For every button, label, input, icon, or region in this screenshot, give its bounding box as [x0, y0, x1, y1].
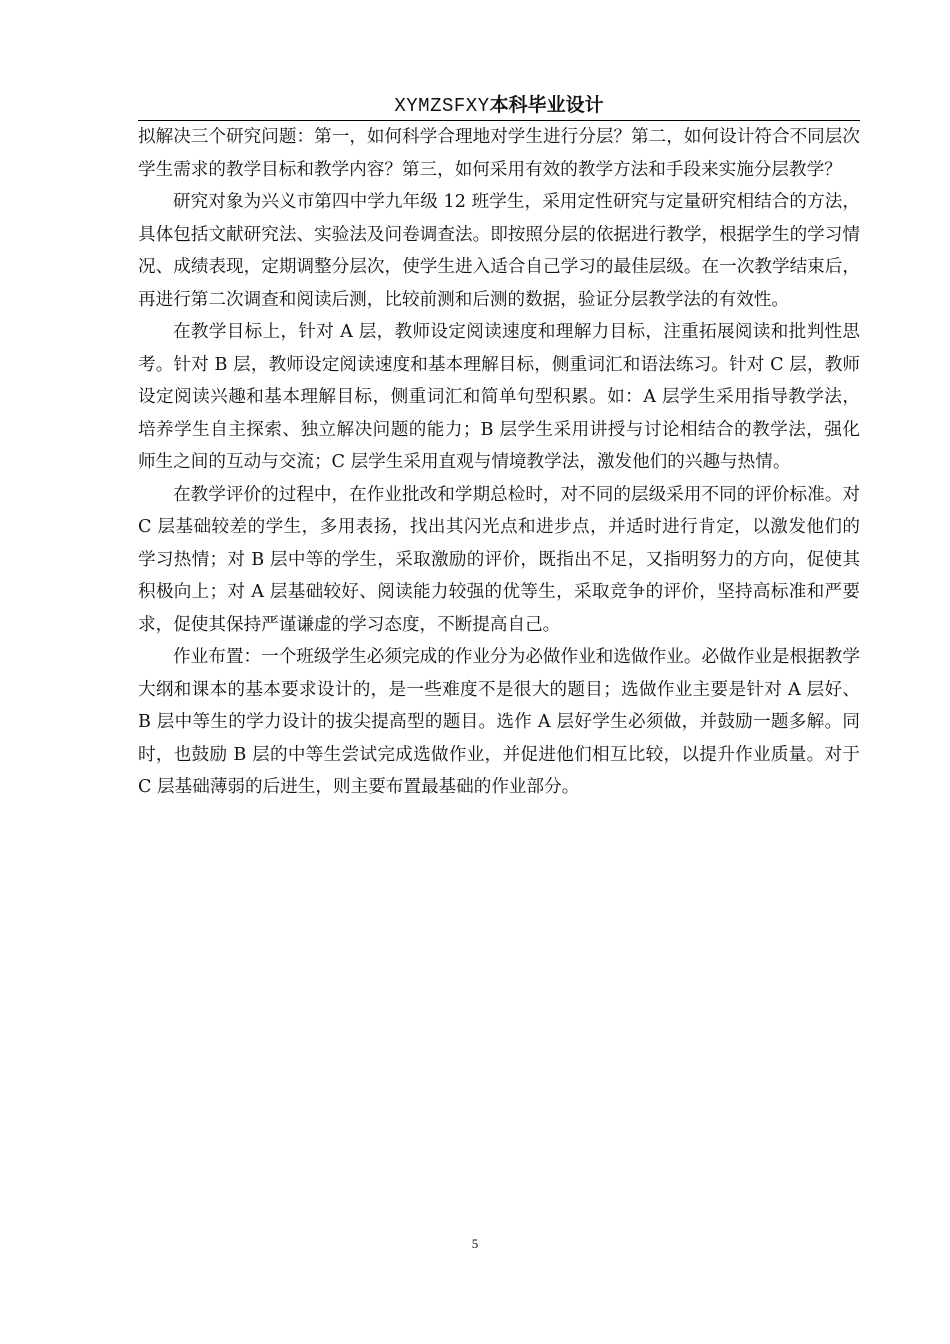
paragraph-homework-assignment: 作业布置：一个班级学生必须完成的作业分为必做作业和选做作业。必做作业是根据教学大纲和课本的基本要求设计的，是一些难度不是很大的题目；选做作业主要是针对 A 层好、B 层中等生的学力设计的拔尖提高型的题目。选作 A 层好学生必须做，并鼓励一题多解。同时，也鼓励 B 层的中等生尝试完成选做作业，并促进他们相互比较，以提升作业质量。对于 C 层基础薄弱的后进生，则主要布置最基础的作业部分。 [138, 647, 860, 797]
paragraph-research-subjects: 研究对象为兴义市第四中学九年级 12 班学生，采用定性研究与定量研究相结合的方法，具体包括文献研究法、实验法及问卷调查法。即按照分层的依据进行教学，根据学生的学习情况、成绩表现，定期调整分层次，使学生进入适合自己学习的最佳层级。在一次教学结束后，再进行第二次调查和阅读后测，比较前测和后测的数据，验证分层教学法的有效性。 [138, 192, 860, 310]
page-header [138, 90, 860, 121]
header-title: 本科毕业设计 [489, 94, 604, 116]
paragraph-teaching-goals: 在教学目标上，针对 A 层，教师设定阅读速度和理解力目标，注重拓展阅读和批判性思考。针对 B 层，教师设定阅读速度和基本理解目标，侧重词汇和语法练习。针对 C 层，教师设定阅读兴趣和基本理解目标，侧重词汇和简单句型积累。如：A 层学生采用指导教学法，培养学生自主探索、独立解决问题的能力；B 层学生采用讲授与讨论相结合的教学法，强化师生之间的互动与交流；C 层学生采用直观与情境教学法，激发他们的兴趣与热情。 [138, 322, 860, 472]
paragraph-research-questions: 拟解决三个研究问题：第一，如何科学合理地对学生进行分层？第二，如何设计符合不同层次学生需求的教学目标和教学内容？第三，如何采用有效的教学方法和手段来实施分层教学？ [138, 127, 860, 180]
document-body [138, 121, 860, 804]
page-number: 5 [471, 1236, 479, 1251]
paragraph-teaching-evaluation: 在教学评价的过程中，在作业批改和学期总检时，对不同的层级采用不同的评价标准。对 C 层基础较差的学生，多用表扬，找出其闪光点和进步点，并适时进行肯定，以激发他们的学习热情；对 B 层中等的学生，采取激励的评价，既指出不足，又指明努力的方向，促使其积极向上；对 A 层基础较好、阅读能力较强的优等生，采取竞争的评价，坚持高标准和严要求，促使其保持严谨谦虚的学习态度，不断提高自己。 [138, 484, 860, 635]
header-code: XYMZSFXY [394, 95, 490, 117]
